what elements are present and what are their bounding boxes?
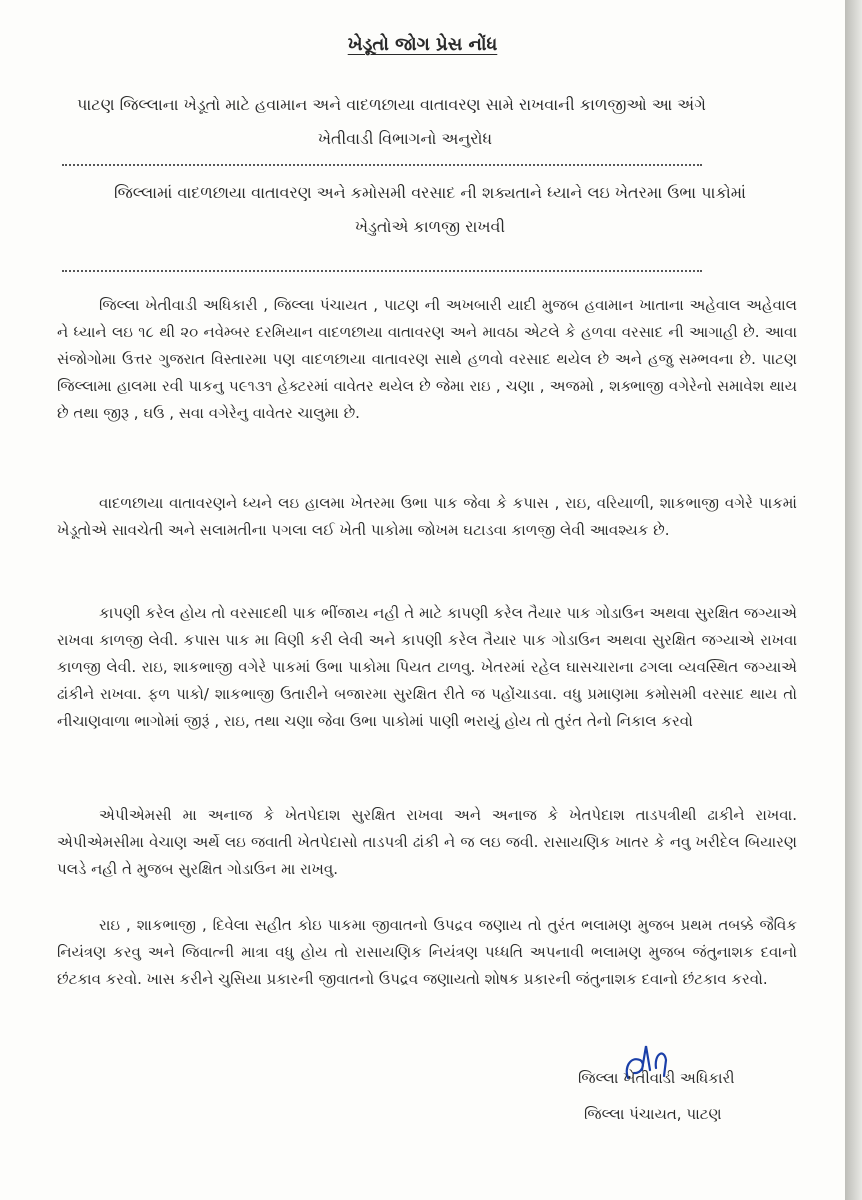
dotted-divider <box>62 164 702 166</box>
signature-block <box>578 1060 735 1132</box>
dotted-divider <box>62 270 702 272</box>
page-edge <box>845 0 862 1200</box>
warning-line-2: ખેડુતોએ કાળજી રાખવી <box>354 217 506 236</box>
paragraph-5: રાઇ , શાકભાજી , દિવેલા સહીત કોઇ પાકમા જીવાતનો ઉપદ્રવ જણાય તો તુરંત ભલામણ મુજબ પ્રથમ તબક્કે જૈવિક નિયંત્રણ કરવુ અને જિવાત્ની માત્રા વધુ હોય તો રાસાયણિક નિયંત્રણ પધ્ધતિ અપનાવી ભલામણ મુજબ જંતુનાશક દવાનો છંટકાવ કરવો. ખાસ કરીને ચુસિયા પ્રકારની જીવાતનો ઉપદ્રવ જણાયતો શોષક પ્રકારની જંતુનાશક દવાનો છંટકાવ કરવો. <box>57 916 797 988</box>
warning-line-1: જિલ્લામાં વાદળછાયા વાતાવરણ અને કમોસમી વરસાદ ની શક્યતાને ધ્યાને લઇ ખેતરમા ઉભા પાકોમાં <box>114 183 746 202</box>
subtitle-line-2: ખેતીવાડી વિભાગનો અનુરોધ <box>317 129 493 148</box>
subtitle <box>65 88 785 156</box>
warning-heading <box>60 176 800 244</box>
paragraph-4: એપીએમસી મા અનાજ કે ખેતપેદાશ સુરક્ષિત રાખવા અને અનાજ કે ખેતપેદાશ તાડપત્રીથી ઢાકીને રાખવા. એપીએમસીમા વેચાણ અર્થે લઇ જવાતી ખેતપેદાસો તાડપત્રી ઢાંકી ને જ લઇ જવી. રાસાયણિક ખાતર કે નવુ ખરીદેલ બિયારણ પલડે નહી તે મુજબ સુરક્ષિત ગોડાઉન મા રાખવુ. <box>57 806 797 878</box>
signature-title: જિલ્લા ખેતીવાડી અધિકારી <box>578 1069 735 1087</box>
subtitle-line-1: પાટણ જિલ્લાના ખેડૂતો માટે હવામાન અને વાદળછાયા વાતાવરણ સામે રાખવાની કાળજીઓ આ અંગે <box>77 95 706 114</box>
signature-office: જિલ્લા પંચાયત, પાટણ <box>584 1105 722 1123</box>
page-title: ખેડૂતો જોગ પ્રેસ નોંધ <box>347 34 498 55</box>
paragraph-3: કાપણી કરેલ હોય તો વરસાદથી પાક ભીંજાય નહી તે માટે કાપણી કરેલ તૈયાર પાક ગોડાઉન અથવા સુરક્ષિત જગ્યાએ રાખવા કાળજી લેવી. કપાસ પાક મા વિણી કરી લેવી અને કાપણી કરેલ તૈયાર પાક ગોડાઉન અથવા સુરક્ષિત જગ્યાએ રાખવા કાળજી લેવી. રાઇ, શાકભાજી વગેરે પાકમાં ઉભા પાકોમા પિયત ટાળવુ. ખેતરમાં રહેલ ઘાસચારાના ઢગલા વ્યવસ્થિત જગ્યાએ ઢાંકીને રાખવા. ફળ પાકો/ શાકભાજી ઉતારીને બજારમા સુરક્ષિત રીતે જ પહોંચાડવા. વધુ પ્રમાણમા કમોસમી વરસાદ થાય તો નીચાણવાળા ભાગોમાં જીરૂં , રાઇ, તથા ચણા જેવા ઉભા પાકોમાં પાણી ભરાયું હોય તો તુરંત તેનો નિકાલ કરવો <box>57 604 797 730</box>
paragraph-2: વાદળછાયા વાતાવરણને ધ્યને લઇ હાલમા ખેતરમા ઉભા પાક જેવા કે કપાસ , રાઇ, વરિયાળી, શાકભાજી વગેરે પાકમાં ખેડૂતોએ સાવચેતી અને સલામતીના પગલા લઈ ખેતી પાકોમા જોખમ ઘટાડવા કાળજી લેવી આવશ્યક છે. <box>57 494 797 539</box>
paragraph-1: જિલ્લા ખેતીવાડી અધિકારી , જિલ્લા પંચાયત , પાટણ ની અખબારી યાદી મુજબ હવામાન ખાતાના અહેવાલ અહેવાલ ને ધ્યાને લઇ ૧૮ થી ૨૦ નવેમ્બર દરમિયાન વાદળછાયા વાતાવરણ અને માવઠા એટલે કે હળવા વરસાદ ની આગાહી છે. આવા સંજોગોમા ઉત્તર ગુજરાત વિસ્તારમા પણ વાદળછાયા વાતાવરણ સાથે હળવો વરસાદ થયેલ છે અને હજુ સમ્ભવના છે. પાટણ જિલ્લામા હાલમા રવી પાકનુ ૫૯૧૩૧ હેક્ટરમાં વાવેતર થયેલ છે જેમા રાઇ , ચણા , અજમો , શક્ભાજી વગેરેનો સમાવેશ થાય છે તથા જીરૂ , ઘઉ , સવા વગેરેનુ વાવેતર ચાલુમા છે. <box>57 296 797 422</box>
